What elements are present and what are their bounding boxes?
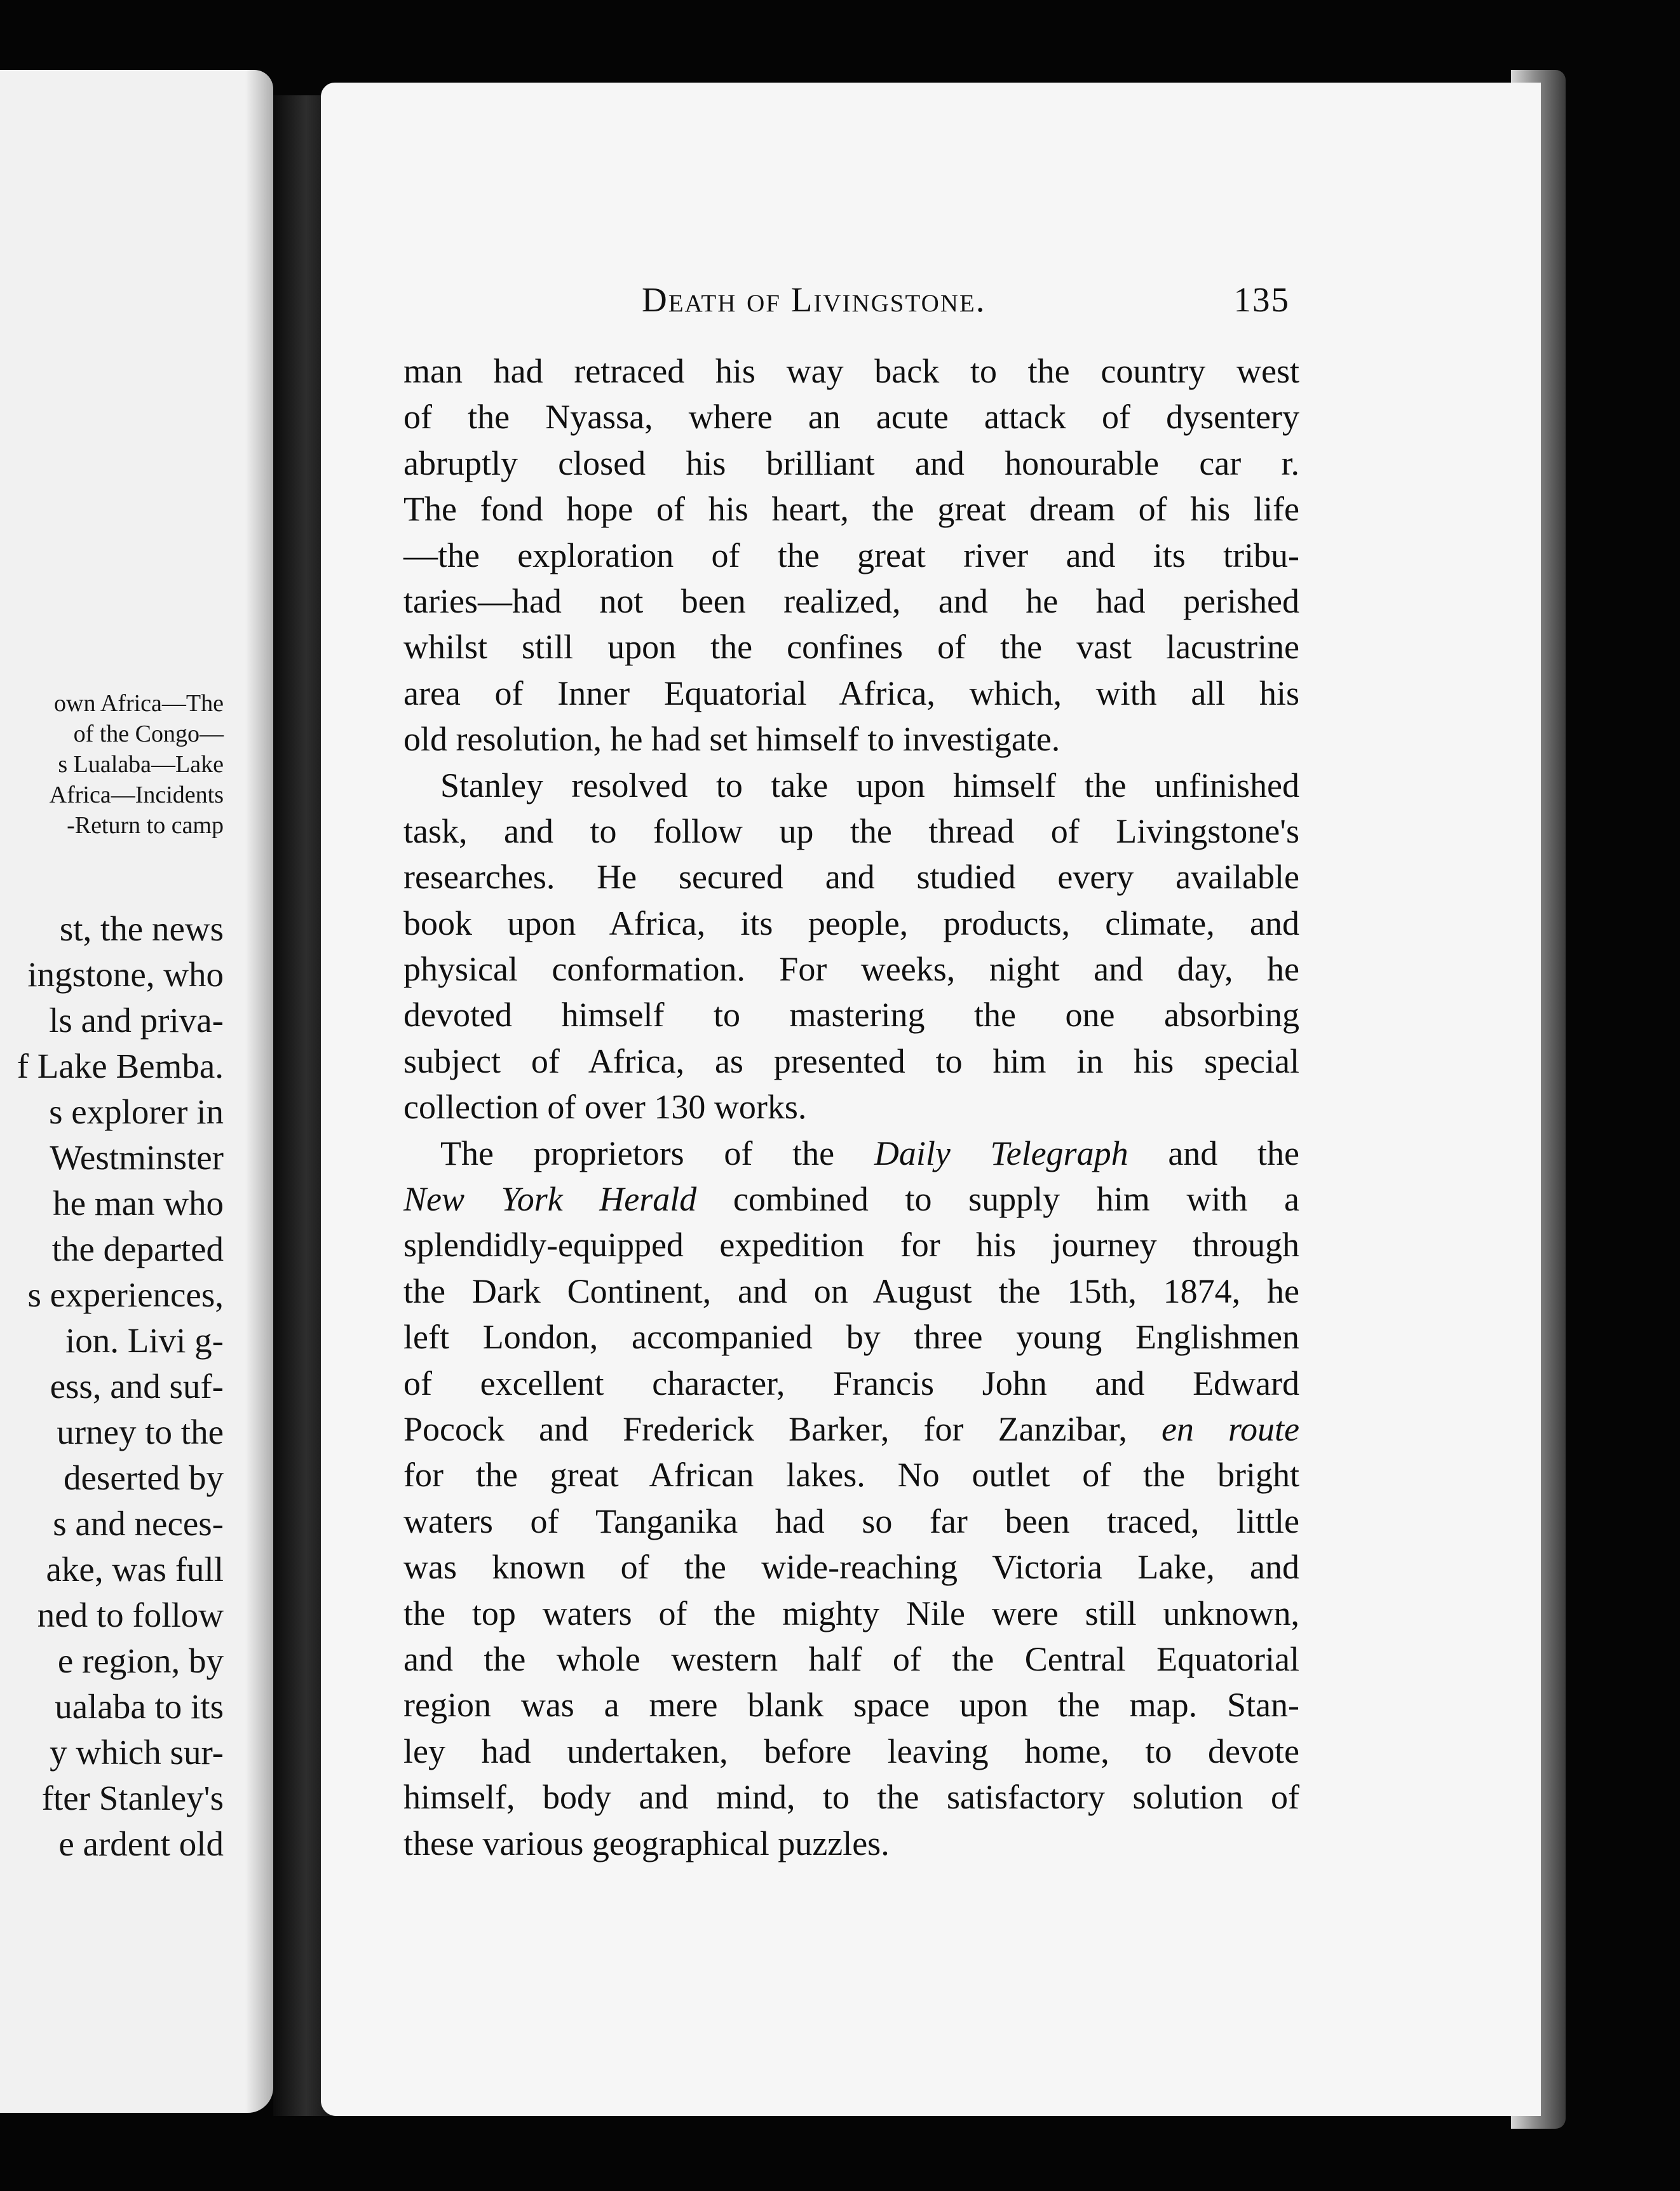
text-line: was known of the wide-reaching Victoria Lake, and bbox=[403, 1548, 1299, 1587]
text-line: old resolution, he had set himself to investigate. bbox=[403, 720, 1060, 759]
left-contents-line: s Lualaba—Lake bbox=[58, 751, 224, 778]
running-head bbox=[642, 273, 1290, 330]
text-line: splendidly-equipped expedition for his journey through bbox=[403, 1226, 1299, 1265]
left-text-line: e region, by bbox=[57, 1641, 224, 1680]
left-text-line: st, the news bbox=[59, 909, 224, 948]
left-text-line: s experiences, bbox=[27, 1275, 224, 1314]
running-title: Death of Livingstone. bbox=[642, 280, 986, 319]
text-segment: The proprietors of the bbox=[440, 1134, 835, 1172]
text-line: Stanley resolved to take upon himself the unfinished bbox=[440, 766, 1299, 804]
left-text-line: ake, was full bbox=[46, 1550, 224, 1589]
italic-title: New York Herald bbox=[403, 1180, 697, 1219]
left-text-line: ion. Livi g- bbox=[65, 1321, 224, 1360]
left-text-line: ingstone, who bbox=[27, 955, 224, 994]
text-segment: combined to supply him with a bbox=[733, 1180, 1299, 1219]
text-line: himself, body and mind, to the satisfactory solution of bbox=[403, 1778, 1299, 1817]
left-text-line: ned to follow bbox=[37, 1596, 224, 1634]
left-text-line: deserted by bbox=[64, 1458, 224, 1497]
text-line: taries—had not been realized, and he had perished bbox=[403, 581, 1299, 620]
text-line: book upon Africa, its people, products, climate, and bbox=[403, 904, 1299, 942]
left-text-line: ualaba to its bbox=[55, 1687, 224, 1726]
text-line bbox=[403, 1176, 1299, 1222]
text-line: abruptly closed his brilliant and honourable car r. bbox=[403, 444, 1299, 482]
text-line bbox=[403, 1130, 1299, 1176]
left-text-line: s and neces- bbox=[53, 1504, 224, 1543]
text-line: task, and to follow up the thread of Livingstone's bbox=[403, 811, 1299, 850]
text-line: region was a mere blank space upon the map. Stan- bbox=[403, 1686, 1299, 1725]
left-text-line: y which sur- bbox=[50, 1733, 224, 1772]
body-text bbox=[403, 348, 1299, 1866]
left-text-line: the departed bbox=[51, 1230, 224, 1268]
text-line: physical conformation. For weeks, night and day, he bbox=[403, 950, 1299, 989]
left-text-line: urney to the bbox=[57, 1413, 224, 1451]
left-text-line: s explorer in bbox=[49, 1092, 224, 1131]
left-contents-line: of the Congo— bbox=[73, 721, 224, 747]
page-number: 135 bbox=[1233, 280, 1290, 319]
left-page bbox=[0, 70, 273, 2113]
text-line: The fond hope of his heart, the great dream of his life bbox=[403, 490, 1299, 529]
text-line: and the whole western half of the Central Equatorial bbox=[403, 1639, 1299, 1678]
text-segment: and the bbox=[1168, 1134, 1300, 1172]
text-line: the Dark Continent, and on August the 15th, 1874, he bbox=[403, 1272, 1299, 1310]
left-text-line: f Lake Bemba. bbox=[17, 1047, 224, 1085]
italic-title: Daily Telegraph bbox=[874, 1134, 1128, 1172]
left-contents-line: -Return to camp bbox=[67, 812, 224, 839]
left-text-line: he man who bbox=[53, 1184, 224, 1223]
text-line bbox=[403, 1406, 1299, 1452]
text-line: man had retraced his way back to the country west bbox=[403, 352, 1299, 390]
text-line: —the exploration of the great river and its tribu- bbox=[403, 536, 1299, 574]
left-text-line: fter Stanley's bbox=[41, 1779, 224, 1817]
text-line: of excellent character, Francis John and Edward bbox=[403, 1364, 1299, 1402]
text-line: collection of over 130 works. bbox=[403, 1088, 807, 1127]
text-line: of the Nyassa, where an acute attack of dysentery bbox=[403, 398, 1299, 437]
left-contents-line: own Africa—The bbox=[54, 690, 224, 717]
left-contents-line: Africa—Incidents bbox=[49, 782, 224, 808]
text-line: ley had undertaken, before leaving home, to devote bbox=[403, 1732, 1299, 1770]
text-line: left London, accompanied by three young Englishmen bbox=[403, 1318, 1299, 1357]
left-text-line: ess, and suf- bbox=[50, 1367, 224, 1406]
text-line: whilst still upon the confines of the vast lacustrine bbox=[403, 628, 1299, 667]
text-segment: Pocock and Frederick Barker, for Zanzibar, bbox=[403, 1409, 1127, 1448]
italic-phrase: en route bbox=[1161, 1409, 1299, 1448]
text-line: these various geographical puzzles. bbox=[403, 1824, 890, 1862]
text-line: devoted himself to mastering the one absorbing bbox=[403, 996, 1299, 1034]
left-text-line: Westminster bbox=[50, 1138, 224, 1177]
text-line: for the great African lakes. No outlet of the bright bbox=[403, 1456, 1299, 1495]
text-line: area of Inner Equatorial Africa, which, with all his bbox=[403, 674, 1299, 712]
text-line: subject of Africa, as presented to him in his special bbox=[403, 1041, 1299, 1080]
left-text-line: ls and priva- bbox=[49, 1001, 224, 1040]
text-line: researches. He secured and studied every available bbox=[403, 858, 1299, 897]
left-text-line: e ardent old bbox=[58, 1824, 224, 1863]
text-line: waters of Tanganika had so far been traced, little bbox=[403, 1502, 1299, 1540]
text-line: the top waters of the mighty Nile were still unknown, bbox=[403, 1594, 1299, 1632]
